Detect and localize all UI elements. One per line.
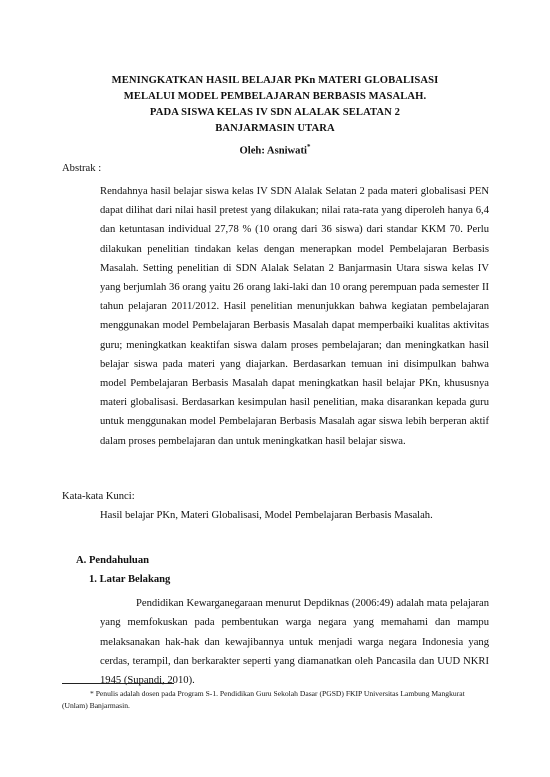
intro-paragraph: Pendidikan Kewarganegaraan menurut Depdiknas (2006:49) adalah mata pelajaran yang memfokuskan pada pembentukan warga negara yang memahami dan mampu melaksanakan hak-hak dan kewajibannya untuk menjadi warga negara Indonesia yang cerdas, terampil, dan berkarakter seperti yang diamanatkan oleh Pancasila dan UUD NKRI 1945 (Supandi, 2010). bbox=[100, 598, 489, 687]
keywords-text: Hasil belajar PKn, Materi Globalisasi, Model Pembelajaran Berbasis Masalah. bbox=[100, 510, 433, 521]
title-line: BANJARMASIN UTARA bbox=[215, 123, 335, 134]
footnote-divider bbox=[62, 683, 174, 684]
title-line: PADA SISWA KELAS IV SDN ALALAK SELATAN 2 bbox=[149, 107, 401, 118]
subsection-heading-background: 1. Latar Belakang bbox=[89, 574, 171, 585]
abstract-text: Rendahnya hasil belajar siswa kelas IV SDN Alalak Selatan 2 pada materi globalisasi PEN dapat dilihat dari nilai hasil pretest yang dilakukan; nilai rata-rata yang diperoleh hanya 6,4 dan ketuntasan individual 27,78 % (10 orang dari 36 siswa) dari standar KKM 70. Perlu dilakukan penelitian tindakan kelas dengan menerapkan model Pembelajaran Berbasis Masalah. Setting penelitian di SDN Alalak Selatan 2 Banjarmasin Utara siswa kelas IV yang berjumlah 36 orang yaitu 26 orang laki-laki dan 10 orang perempuan pada semester II tahun pelajaran 2011/2012. Hasil penelitian menunjukkan bahwa kegiatan pembelajaran menggunakan model Pembelajaran Berbasis Masalah dapat memperbaiki kualitas aktivitas guru; meningkatkan keaktifan siswa dalam proses pembelajaran; dan meningkatkan hasil belajar siswa pada materi yang diajarkan. Berdasarkan temuan ini disimpulkan bahwa model Pembelajaran Berbasis Masalah dapat meningkatkan hasil belajar PKn, khususnya materi globalisasi. Berdasarkan kesimpulan hasil penelitian, maka disarankan kepada guru untuk menggunakan model Pembelajaran Berbasis Masalah agar siswa lebih berperan aktif dalam proses pembelajaran dan untuk meningkatkan hasil belajar siswa. bbox=[100, 186, 489, 447]
keywords-label: Kata-kata Kunci: bbox=[62, 491, 135, 502]
author-name: Oleh: Asniwati bbox=[239, 145, 307, 157]
author-footnote-mark: * bbox=[306, 143, 311, 151]
footnote-text: * Penulis adalah dosen pada Program S-1. Pendidikan Guru Sekolah Dasar (PGSD) FKIP Universitas Lambung Mangkurat (Unlam) Banjarmasin. bbox=[62, 689, 465, 710]
paper-title bbox=[60, 73, 490, 137]
title-line: MENINGKATKAN HASIL BELAJAR PKn MATERI GLOBALISASI bbox=[111, 75, 439, 86]
author-line bbox=[0, 143, 550, 157]
abstract-label: Abstrak : bbox=[62, 163, 102, 174]
section-heading-introduction: A. Pendahuluan bbox=[76, 555, 150, 566]
title-line: MELALUI MODEL PEMBELAJARAN BERBASIS MASALAH. bbox=[123, 91, 427, 102]
